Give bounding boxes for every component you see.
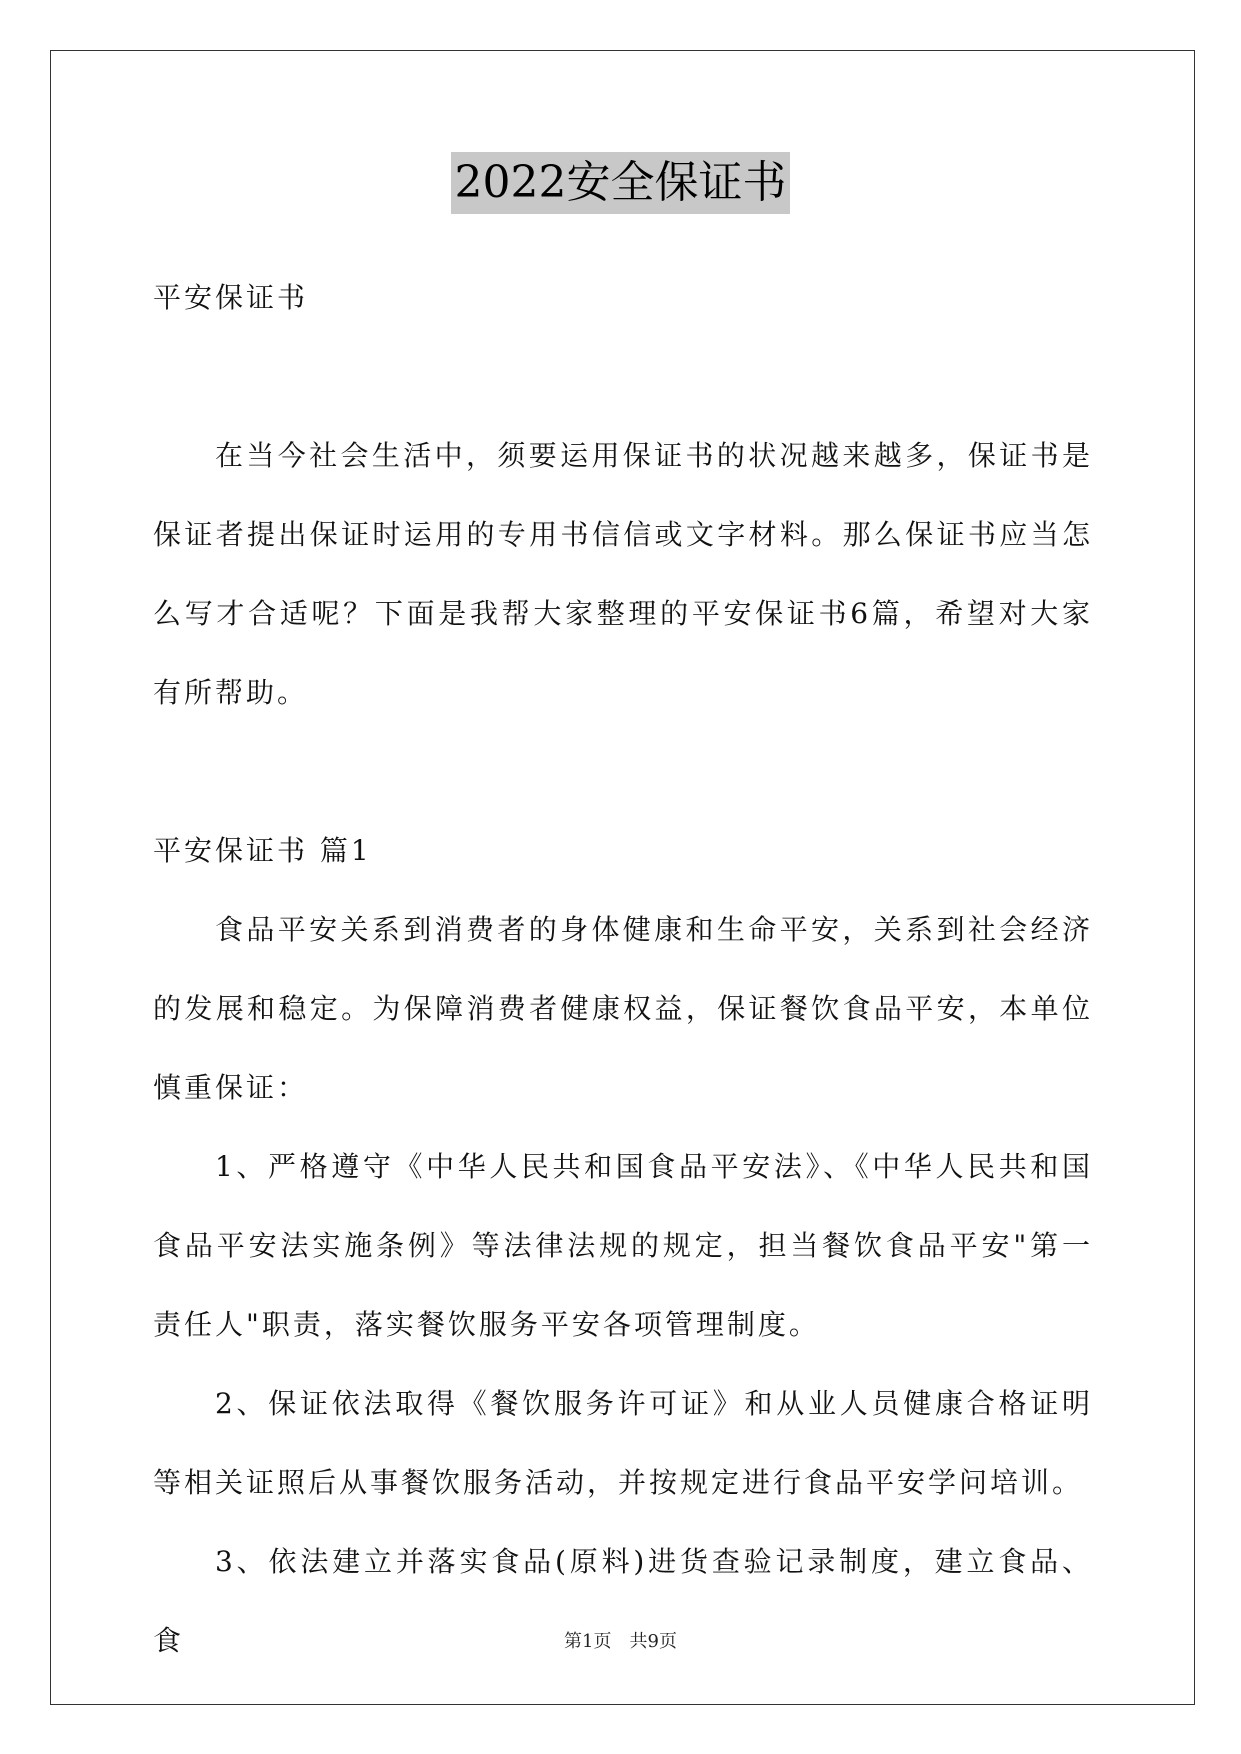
section-heading: 平安保证书 <box>153 281 309 314</box>
total-prefix: 共 <box>629 1631 648 1652</box>
page-prefix: 第 <box>564 1631 583 1652</box>
document-title: 2022安全保证书 <box>451 152 791 214</box>
document-body <box>153 258 1093 1680</box>
page-footer <box>0 1630 1241 1654</box>
total-suffix: 页 <box>658 1631 677 1652</box>
body-paragraph: 食品平安关系到消费者的身体健康和生命平安，关系到社会经济的发展和稳定。为保障消费者健康权益，保证餐饮食品平安，本单位慎重保证： <box>153 913 1093 1104</box>
numbered-item-3: 3、依法建立并落实食品(原料)进货查验记录制度，建立食品、食 <box>153 1545 1093 1657</box>
page-current: 1 <box>582 1631 594 1652</box>
title-container <box>0 152 1241 214</box>
numbered-item-2: 2、保证依法取得《餐饮服务许可证》和从业人员健康合格证明等相关证照后从事餐饮服务活动，并按规定进行食品平安学问培训。 <box>153 1387 1093 1499</box>
section-heading-part-1: 平安保证书 篇1 <box>153 834 372 867</box>
page-total: 9 <box>647 1631 659 1652</box>
page-suffix: 页 <box>593 1631 612 1652</box>
numbered-item-1: 1、严格遵守《中华人民共和国食品平安法》、《中华人民共和国食品平安法实施条例》等法律法规的规定，担当餐饮食品平安"第一责任人"职责，落实餐饮服务平安各项管理制度。 <box>153 1150 1093 1341</box>
intro-paragraph: 在当今社会生活中，须要运用保证书的状况越来越多，保证书是保证者提出保证时运用的专用书信信或文字材料。那么保证书应当怎么写才合适呢？下面是我帮大家整理的平安保证书6篇，希望对大家有所帮助。 <box>153 439 1093 709</box>
